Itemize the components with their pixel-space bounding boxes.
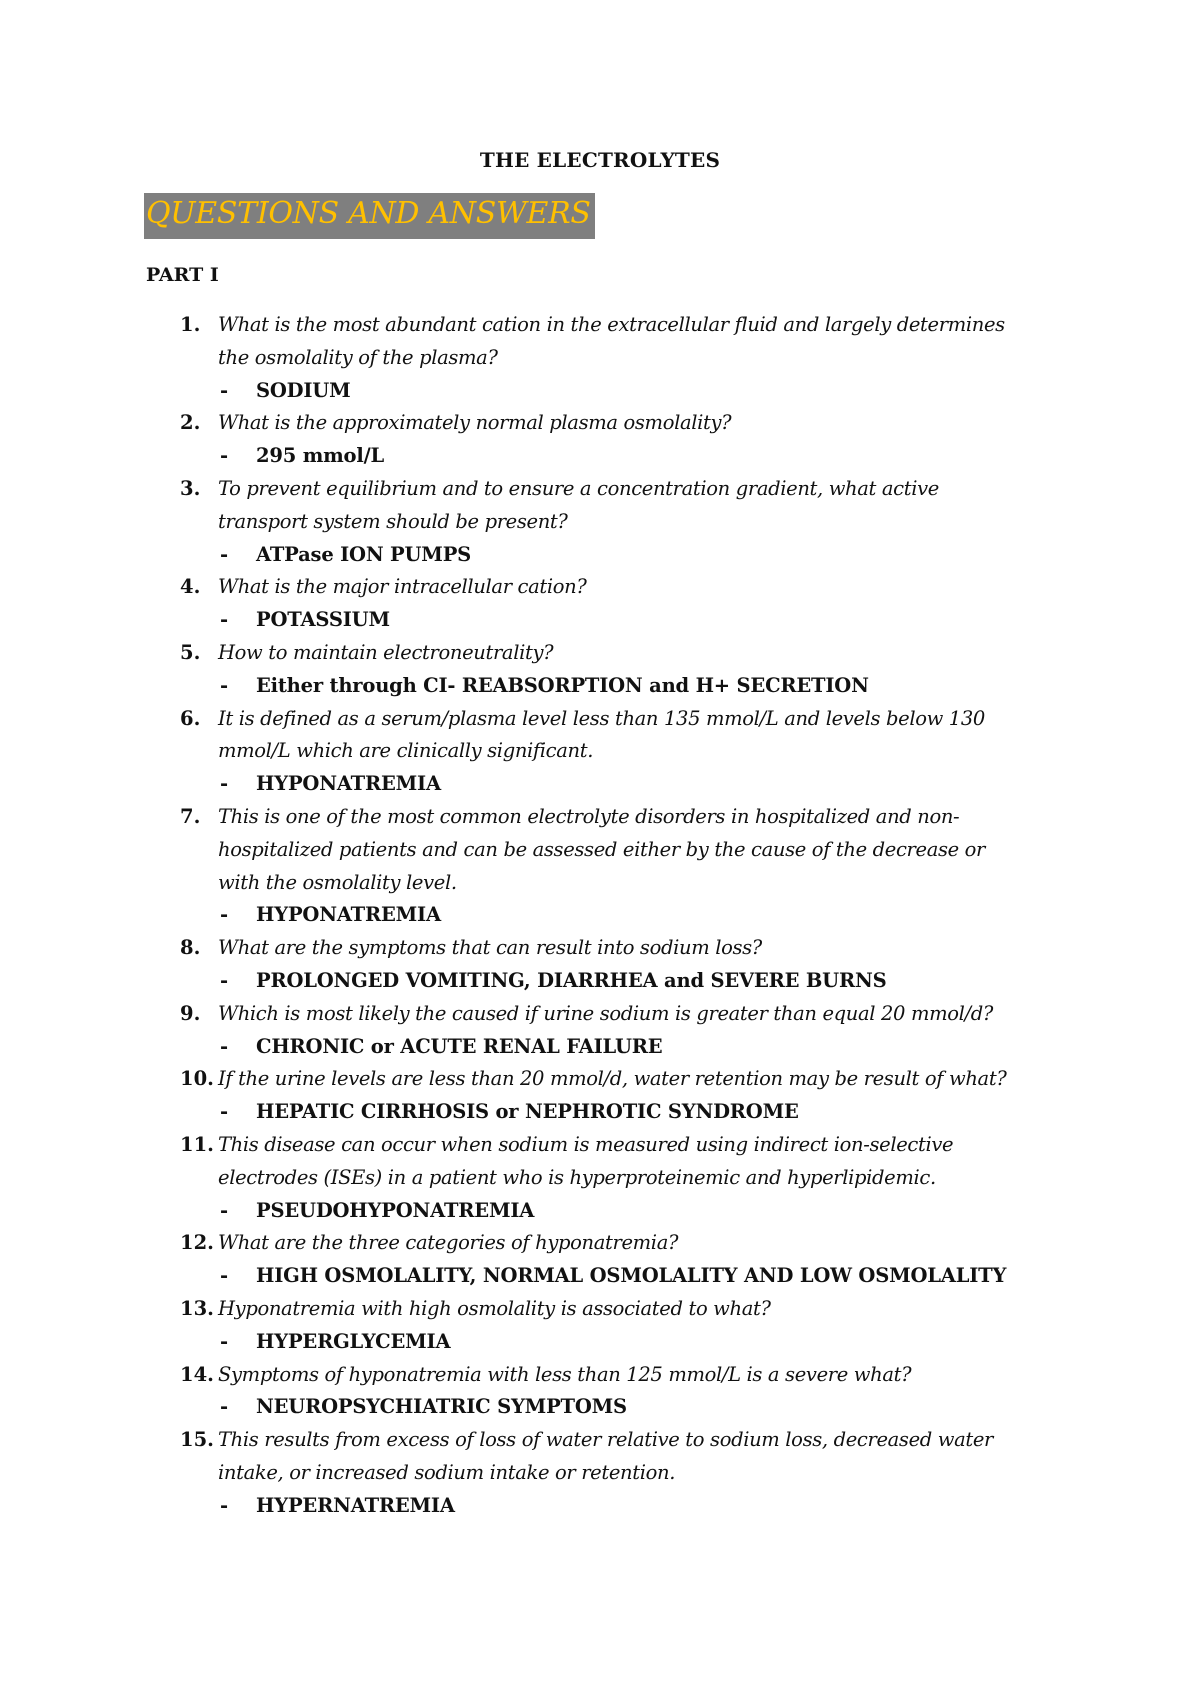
answer-line <box>0 1391 1200 1424</box>
question-text: hospitalized patients and can be assessed either by the cause of the decrease or <box>218 837 986 861</box>
question-line <box>0 571 1200 604</box>
answer-text: NEUROPSYCHIATRIC SYMPTOMS <box>256 1395 627 1419</box>
answer-bullet: - <box>220 1395 229 1419</box>
subtitle-block <box>144 193 595 239</box>
question-text: intake, or increased sodium intake or retention. <box>218 1460 676 1484</box>
answer-line <box>0 1326 1200 1359</box>
question-line <box>0 932 1200 965</box>
question-text: It is defined as a serum/plasma level less than 135 mmol/L and levels below 130 <box>218 706 985 730</box>
question-line <box>0 735 1200 768</box>
question-number: 10. <box>180 1067 214 1091</box>
question-line <box>0 1129 1200 1162</box>
question-number: 8. <box>180 936 201 960</box>
answer-bullet: - <box>220 1198 229 1222</box>
qa-item <box>0 407 1200 473</box>
document-title: THE ELECTROLYTES <box>479 148 721 172</box>
question-line <box>0 1227 1200 1260</box>
question-text: This is one of the most common electrolyte disorders in hospitalized and non- <box>218 804 960 828</box>
answer-text: ATPase ION PUMPS <box>256 542 472 566</box>
question-line <box>0 998 1200 1031</box>
answer-line <box>0 899 1200 932</box>
qa-item <box>0 1359 1200 1425</box>
answer-line <box>0 1490 1200 1523</box>
question-text: What is the major intracellular cation? <box>218 575 587 599</box>
answer-bullet: - <box>220 772 229 796</box>
question-text: Hyponatremia with high osmolality is associated to what? <box>218 1296 771 1320</box>
question-text: What are the symptoms that can result into sodium loss? <box>218 936 762 960</box>
qa-item <box>0 998 1200 1064</box>
answer-text: 295 mmol/L <box>256 444 385 468</box>
question-line <box>0 867 1200 900</box>
question-text: electrodes (ISEs) in a patient who is hyperproteinemic and hyperlipidemic. <box>218 1165 936 1189</box>
answer-bullet: - <box>220 444 229 468</box>
answer-line <box>0 440 1200 473</box>
question-number: 11. <box>180 1132 214 1156</box>
question-text: Symptoms of hyponatremia with less than 125 mmol/L is a severe what? <box>218 1362 912 1386</box>
question-line <box>0 506 1200 539</box>
question-text: with the osmolality level. <box>218 870 457 894</box>
qa-item <box>0 1129 1200 1227</box>
answer-text: PROLONGED VOMITING, DIARRHEA and SEVERE BURNS <box>256 968 887 992</box>
question-number: 12. <box>180 1231 214 1255</box>
answer-line <box>0 539 1200 572</box>
question-line <box>0 1293 1200 1326</box>
answer-bullet: - <box>220 903 229 927</box>
qa-item <box>0 309 1200 407</box>
answer-bullet: - <box>220 542 229 566</box>
subtitle-highlighted: QUESTIONS AND ANSWERS <box>144 193 595 239</box>
answer-text: HYPERNATREMIA <box>256 1493 455 1517</box>
answer-text: HEPATIC CIRRHOSIS or NEPHROTIC SYNDROME <box>256 1100 799 1124</box>
question-number: 3. <box>180 476 201 500</box>
answer-bullet: - <box>220 968 229 992</box>
question-number: 5. <box>180 640 201 664</box>
answer-text: HYPONATREMIA <box>256 772 441 796</box>
question-text: the osmolality of the plasma? <box>218 345 498 369</box>
question-text: To prevent equilibrium and to ensure a concentration gradient, what active <box>218 476 939 500</box>
answer-bullet: - <box>220 1493 229 1517</box>
question-number: 15. <box>180 1428 214 1452</box>
qa-item <box>0 571 1200 637</box>
answer-line <box>0 670 1200 703</box>
answer-text: HYPERGLYCEMIA <box>256 1329 451 1353</box>
qa-list <box>0 309 1200 1522</box>
qa-item <box>0 637 1200 703</box>
question-text: Which is most likely the caused if urine sodium is greater than equal 20 mmol/d? <box>218 1001 993 1025</box>
answer-line <box>0 1096 1200 1129</box>
qa-item <box>0 932 1200 998</box>
answer-line <box>0 768 1200 801</box>
answer-line <box>0 1195 1200 1228</box>
answer-line <box>0 965 1200 998</box>
question-text: transport system should be present? <box>218 509 568 533</box>
question-number: 9. <box>180 1001 201 1025</box>
question-number: 14. <box>180 1362 214 1386</box>
question-line <box>0 1457 1200 1490</box>
question-text: This disease can occur when sodium is measured using indirect ion-selective <box>218 1132 954 1156</box>
answer-line <box>0 375 1200 408</box>
qa-item <box>0 1227 1200 1293</box>
answer-text: HIGH OSMOLALITY, NORMAL OSMOLALITY AND LOW OSMOLALITY <box>256 1264 1007 1288</box>
answer-bullet: - <box>220 608 229 632</box>
answer-text: POTASSIUM <box>256 608 390 632</box>
answer-text: Either through CI- REABSORPTION and H+ SECRETION <box>256 673 869 697</box>
answer-text: HYPONATREMIA <box>256 903 441 927</box>
question-number: 6. <box>180 706 201 730</box>
answer-bullet: - <box>220 673 229 697</box>
question-number: 1. <box>180 313 201 336</box>
question-line <box>0 342 1200 375</box>
answer-bullet: - <box>220 378 229 402</box>
question-text: This results from excess of loss of water relative to sodium loss, decreased water <box>218 1428 994 1452</box>
question-line <box>0 309 1200 342</box>
question-line <box>0 1063 1200 1096</box>
question-line <box>0 473 1200 506</box>
qa-item <box>0 1424 1200 1522</box>
question-number: 4. <box>180 575 201 599</box>
answer-line <box>0 1031 1200 1064</box>
answer-text: SODIUM <box>256 378 351 402</box>
question-number: 2. <box>180 411 201 435</box>
answer-bullet: - <box>220 1329 229 1353</box>
question-number: 13. <box>180 1296 214 1320</box>
qa-item <box>0 801 1200 932</box>
answer-bullet: - <box>220 1264 229 1288</box>
part-heading: PART I <box>146 264 219 286</box>
answer-bullet: - <box>220 1034 229 1058</box>
qa-item <box>0 703 1200 801</box>
question-number: 7. <box>180 804 201 828</box>
question-line <box>0 703 1200 736</box>
answer-bullet: - <box>220 1100 229 1124</box>
qa-item <box>0 1293 1200 1359</box>
question-line <box>0 637 1200 670</box>
question-text: What is the approximately normal plasma osmolality? <box>218 411 732 435</box>
question-text: What is the most abundant cation in the extracellular fluid and largely determines <box>218 313 1005 336</box>
answer-line <box>0 1260 1200 1293</box>
qa-item <box>0 1063 1200 1129</box>
question-line <box>0 407 1200 440</box>
question-line <box>0 1162 1200 1195</box>
question-line <box>0 1424 1200 1457</box>
question-text: What are the three categories of hyponatremia? <box>218 1231 679 1255</box>
question-line <box>0 1359 1200 1392</box>
answer-text: PSEUDOHYPONATREMIA <box>256 1198 535 1222</box>
question-text: If the urine levels are less than 20 mmol/d, water retention may be result of what? <box>218 1067 1007 1091</box>
answer-text: CHRONIC or ACUTE RENAL FAILURE <box>256 1034 663 1058</box>
question-line <box>0 834 1200 867</box>
question-text: mmol/L which are clinically significant. <box>218 739 594 763</box>
question-line <box>0 801 1200 834</box>
answer-line <box>0 604 1200 637</box>
question-text: How to maintain electroneutrality? <box>218 640 554 664</box>
qa-item <box>0 473 1200 571</box>
